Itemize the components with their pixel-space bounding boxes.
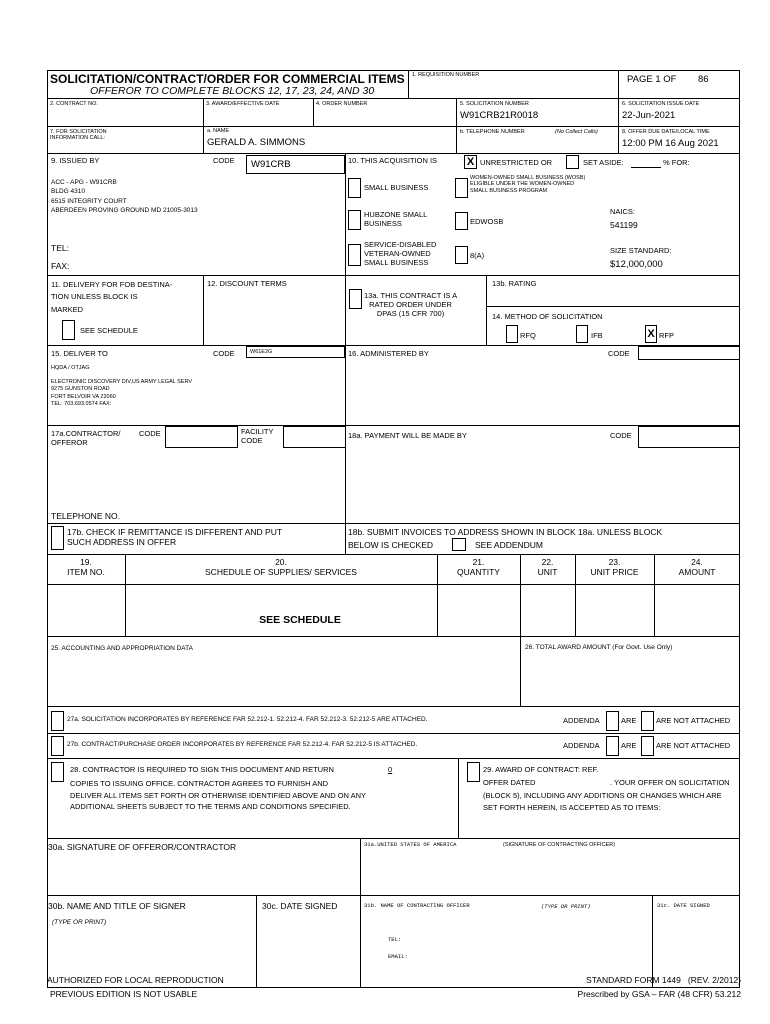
- 27a-are-not-checkbox[interactable]: [641, 711, 654, 731]
- footer-authorized: AUTHORIZED FOR LOCAL REPRODUCTION: [47, 975, 224, 985]
- see-addendum-label: SEE ADDENDUM: [475, 540, 544, 550]
- small-business-checkbox[interactable]: [348, 178, 361, 198]
- deliver-to-address: HQDA / OTJAG ELECTRONIC DISCOVERY DIV,US ARMY LEGAL SERV 9275 GUNSTON ROAD FORT BELVOIR VA 22060 TEL: 703.693.0574 FAX:: [51, 365, 193, 407]
- edwosb-checkbox[interactable]: [455, 212, 468, 230]
- 30a-signature-label: 30a. SIGNATURE OF OFFEROR/CONTRACTOR: [48, 842, 237, 852]
- 27b-are-label: ARE: [621, 741, 637, 750]
- dpas-rated-checkbox[interactable]: [349, 289, 362, 309]
- size-standard-label: SIZE STANDARD:: [610, 246, 672, 255]
- 31a-usa-label: 31a.UNITED STATES OF AMERICA: [364, 841, 457, 848]
- deliver-to-label: 15. DELIVER TO: [51, 349, 108, 358]
- 31c-date-signed-label: 31c. DATE SIGNED: [657, 902, 710, 909]
- requisition-number-label: 1. REQUISITION NUMBER: [412, 72, 480, 78]
- rfp-label: RFP: [659, 331, 674, 340]
- contractor-offeror-label: 17a.CONTRACTOR/ OFFEROR: [51, 429, 121, 447]
- rating-label: 13b. RATING: [492, 279, 537, 288]
- form-subtitle: OFFEROR TO COMPLETE BLOCKS 12, 17, 23, 24, AND 30: [90, 85, 375, 97]
- acquisition-label: 10. THIS ACQUISITION IS: [348, 156, 438, 165]
- set-aside-checkbox[interactable]: [566, 155, 579, 169]
- contract-no-label: 2. CONTRACT NO.: [50, 101, 98, 107]
- issued-by-fax: FAX:: [51, 261, 70, 271]
- total-award-label: 26. TOTAL AWARD AMOUNT (For Govt. Use Only): [525, 644, 673, 651]
- contractor-code-field[interactable]: [165, 426, 238, 448]
- facility-code-field[interactable]: [283, 426, 346, 448]
- ifb-checkbox[interactable]: [576, 325, 588, 343]
- 28-checkbox[interactable]: [51, 762, 64, 782]
- 8a-checkbox[interactable]: [455, 246, 468, 264]
- 31b-email-label: EMAIL:: [388, 953, 408, 960]
- set-aside-label: SET ASIDE:: [583, 158, 624, 167]
- 30c-date-signed-label: 30c. DATE SIGNED: [262, 901, 338, 911]
- deliver-to-code-label: CODE: [213, 349, 235, 358]
- telephone-number-label: b. TELEPHONE NUMBER: [460, 129, 525, 135]
- unrestricted-label: UNRESTRICTED OR: [480, 158, 553, 167]
- item-no-header: 19. ITEM NO.: [67, 557, 105, 578]
- issued-by-tel: TEL:: [51, 243, 69, 253]
- remittance-different-label: 17b. CHECK IF REMITTANCE IS DIFFERENT AND PUT SUCH ADDRESS IN OFFER: [67, 527, 283, 548]
- unit-price-header: 23. UNIT PRICE: [590, 557, 639, 578]
- issued-by-code-label: CODE: [213, 156, 235, 165]
- see-schedule-checkbox[interactable]: [62, 320, 75, 340]
- administered-by-code-field[interactable]: [638, 346, 740, 360]
- deliver-to-code-value: W61E2G: [246, 346, 345, 358]
- naics-label: NAICS:: [610, 207, 636, 216]
- 29-your-offer: . YOUR OFFER ON SOLICITATION: [610, 778, 730, 787]
- 30b-name-title-label: 30b. NAME AND TITLE OF SIGNER: [48, 901, 186, 911]
- rfp-checkbox[interactable]: X: [645, 325, 657, 343]
- wosb-checkbox[interactable]: [455, 178, 468, 198]
- 29-text: (BLOCK 5), INCLUDING ANY ADDITIONS OR CHANGES WHICH ARE SET FORTH HEREIN, IS ACCEPTED AS TO ITEMS:: [483, 791, 722, 812]
- 27a-checkbox[interactable]: [51, 711, 64, 731]
- solicitation-info-label: 7. FOR SOLICITATION INFORMATION CALL:: [50, 129, 107, 142]
- rfq-label: RFQ: [520, 331, 536, 340]
- sdvosb-label: SERVICE-DISABLED VETERAN-OWNED SMALL BUSINESS: [364, 240, 437, 267]
- award-date-label: 3. AWARD/EFFECTIVE DATE: [206, 101, 280, 107]
- 31b-type-or-print: (TYPE OR PRINT): [541, 903, 591, 910]
- order-number-label: 4. ORDER NUMBER: [316, 101, 368, 107]
- discount-terms-label: 12. DISCOUNT TERMS: [207, 279, 287, 288]
- form-title: SOLICITATION/CONTRACT/ORDER FOR COMMERCIAL ITEMS: [50, 72, 405, 86]
- 27b-label: 27b. CONTRACT/PURCHASE ORDER INCORPORATES BY REFERENCE FAR 52.212-4. FAR 52.212-5 IS ATTACHED.: [67, 741, 418, 748]
- method-of-solicitation-label: 14. METHOD OF SOLICITATION: [492, 312, 603, 321]
- edwosb-label: EDWOSB: [470, 217, 504, 226]
- naics-value: 541199: [610, 220, 638, 230]
- administered-by-label: 16. ADMINISTERED BY: [348, 349, 429, 358]
- dpas-rated-label: 13a. THIS CONTRACT IS A RATED ORDER UNDER DPAS (15 CFR 700): [364, 291, 458, 318]
- 28-label: 28. CONTRACTOR IS REQUIRED TO SIGN THIS DOCUMENT AND RETURN: [70, 765, 334, 774]
- submit-invoices-label: 18b. SUBMIT INVOICES TO ADDRESS SHOWN IN BLOCK 18a. UNLESS BLOCK: [348, 527, 663, 537]
- small-business-label: SMALL BUSINESS: [364, 183, 429, 192]
- 27a-are-label: ARE: [621, 716, 637, 725]
- 27a-are-not-label: ARE NOT ATTACHED: [656, 716, 731, 725]
- hubzone-label: HUBZONE SMALL BUSINESS: [364, 210, 428, 228]
- offer-due-date-label: 8. OFFER DUE DATE/LOCAL TIME: [622, 129, 710, 135]
- 27a-are-checkbox[interactable]: [606, 711, 619, 731]
- 27a-addenda-label: ADDENDA: [563, 716, 600, 725]
- 29-offer-dated: OFFER DATED: [483, 778, 536, 787]
- payment-by-code-label: CODE: [610, 431, 632, 440]
- rfq-checkbox[interactable]: [506, 325, 518, 343]
- schedule-supplies-header: 20. SCHEDULE OF SUPPLIES/ SERVICES: [205, 557, 357, 578]
- hubzone-checkbox[interactable]: [348, 210, 361, 230]
- no-collect-calls-note: (No Collect Calls): [555, 129, 598, 135]
- 27b-are-checkbox[interactable]: [606, 736, 619, 756]
- see-schedule-label: SEE SCHEDULE: [80, 326, 138, 335]
- payment-by-label: 18a. PAYMENT WILL BE MADE BY: [348, 431, 467, 440]
- contractor-code-label: CODE: [139, 429, 161, 438]
- 27a-label: 27a. SOLICITATION INCORPORATES BY REFERENCE FAR 52.212-1. 52.212-4. FAR 52.212-3. 52.212-5 ARE ATTACHED.: [67, 716, 428, 723]
- solicitation-number-label: 5. SOLICITATION NUMBER: [460, 101, 529, 107]
- 27b-addenda-label: ADDENDA: [563, 741, 600, 750]
- page-label: PAGE 1 OF: [627, 74, 677, 85]
- 27b-checkbox[interactable]: [51, 736, 64, 756]
- telephone-no-label: TELEPHONE NO.: [51, 511, 120, 521]
- solicitation-number-value: W91CRB21R0018: [460, 110, 539, 121]
- 28-copies-value: 0: [388, 765, 393, 774]
- issued-by-label: 9. ISSUED BY: [51, 156, 100, 165]
- wosb-label: WOMEN-OWNED SMALL BUSINESS (WOSB) ELIGIBLE UNDER THE WOMEN-OWNED SMALL BUSINESS PROGRAM: [470, 175, 586, 194]
- 29-checkbox[interactable]: [467, 762, 480, 782]
- delivery-fob-label: 11. DELIVERY FOR FOB DESTINA- TION UNLESS BLOCK IS MARKED: [51, 280, 173, 314]
- 30b-type-or-print: (TYPE OR PRINT): [52, 919, 107, 926]
- percent-for-label: % FOR:: [663, 158, 690, 167]
- name-label: a. NAME: [207, 128, 230, 134]
- unit-header: 22. UNIT: [537, 557, 558, 578]
- footer-standard-form: STANDARD FORM 1449 (REV. 2/2012): [586, 975, 741, 985]
- solicitation-issue-date-value: 22-Jun-2021: [622, 110, 676, 121]
- footer-prescribed-by: Prescribed by GSA – FAR (48 CFR) 53.212: [577, 989, 741, 999]
- contact-name-value: GERALD A. SIMMONS: [207, 137, 306, 148]
- offer-due-date-value: 12:00 PM 16 Aug 2021: [622, 138, 719, 149]
- remittance-different-checkbox[interactable]: [51, 526, 64, 550]
- 31b-contracting-officer-label: 31b. NAME OF CONTRACTING OFFICER: [364, 902, 470, 909]
- administered-by-code-label: CODE: [608, 349, 630, 358]
- 27b-are-not-checkbox[interactable]: [641, 736, 654, 756]
- page-total: 86: [698, 74, 709, 85]
- see-addendum-checkbox[interactable]: [452, 538, 466, 551]
- solicitation-issue-date-label: 6. SOLICITATION ISSUE DATE: [622, 101, 700, 107]
- 31b-tel-label: TEL:: [388, 936, 402, 943]
- size-standard-value: $12,000,000: [610, 259, 663, 270]
- 8a-label: 8(A): [470, 251, 485, 260]
- facility-code-label: FACILITY CODE: [241, 427, 274, 445]
- accounting-data-label: 25. ACCOUNTING AND APPROPRIATION DATA: [51, 645, 193, 652]
- payment-by-code-field[interactable]: [638, 426, 740, 448]
- issued-by-address: ACC - APG - W91CRB BLDG 4310 6515 INTEGRITY COURT ABERDEEN PROVING GROUND MD 21005-3013: [51, 179, 198, 215]
- sdvosb-checkbox[interactable]: [348, 244, 361, 266]
- quantity-header: 21. QUANTITY: [457, 557, 500, 578]
- 29-title: 29. AWARD OF CONTRACT: REF.: [483, 765, 599, 774]
- 27b-are-not-label: ARE NOT ATTACHED: [656, 741, 731, 750]
- see-schedule-text: SEE SCHEDULE: [259, 614, 341, 626]
- amount-header: 24. AMOUNT: [678, 557, 716, 578]
- below-is-checked-label: BELOW IS CHECKED: [348, 540, 434, 550]
- ifb-label: IFB: [591, 331, 603, 340]
- 31a-signature-label: (SIGNATURE OF CONTRACTING OFFICER): [503, 842, 616, 848]
- 28-text: COPIES TO ISSUING OFFICE. CONTRACTOR AGREES TO FURNISH AND DELIVER ALL ITEMS SET FORTH OR OTHERWISE IDENTIFIED ABOVE AND ON ANY ADDITIONAL SHEETS SUBJECT TO THE TERMS AND CONDITIONS SPECIFIED.: [70, 779, 367, 812]
- footer-previous-edition: PREVIOUS EDITION IS NOT USABLE: [50, 989, 198, 999]
- issued-by-code-value: W91CRB: [246, 155, 345, 174]
- unrestricted-checkbox[interactable]: X: [464, 155, 477, 169]
